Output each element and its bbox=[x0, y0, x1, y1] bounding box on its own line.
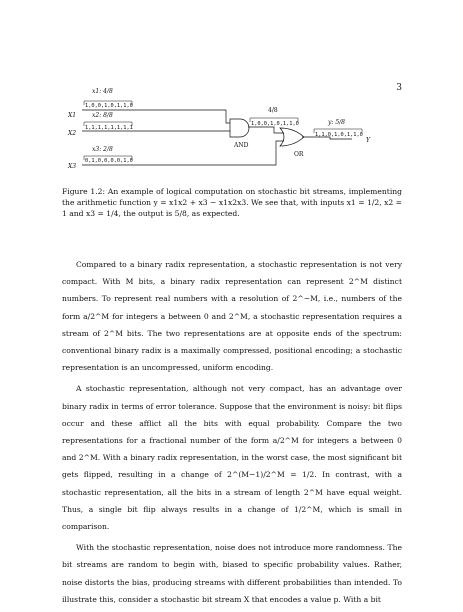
paragraph-1: Compared to a binary radix representation, a stochastic representation is not very compact. With M bits, a binary radix representation can represent 2^M distinct numbers. To represent real numbers with a resolution of 2^−M, i.e., numbers of the form a/2^M for integers a between 0 and 2^M, a stochastic representation requires a stream of 2^M bits. The two representations are at opposite ends of the spectrum: conventional binary radix is a maximally compressed, positional encoding; a stochastic representation is an uncompressed, uniform encoding. bbox=[62, 260, 402, 373]
x2-label: x2: 8/8 bbox=[92, 112, 113, 119]
x3-side-label: X3 bbox=[68, 163, 77, 170]
and-gate-label: AND bbox=[234, 142, 249, 149]
or-out-label: y: 5/8 bbox=[328, 119, 345, 126]
y-side-label: Y bbox=[366, 137, 370, 144]
x1-side-label: X1 bbox=[68, 112, 77, 119]
x1-bits: 1,0,0,1,0,1,1,0 bbox=[85, 103, 133, 109]
logic-figure bbox=[62, 88, 402, 175]
x3-label: x3: 2/8 bbox=[92, 146, 113, 153]
and-out-label: 4/8 bbox=[268, 107, 278, 114]
body-text bbox=[62, 256, 402, 612]
or-gate-label: OR bbox=[294, 151, 304, 158]
x1-label: x1: 4/8 bbox=[92, 88, 113, 95]
or-gate bbox=[280, 128, 304, 146]
or-out-bits: 1,1,0,1,0,1,1,0 bbox=[315, 132, 363, 138]
page-number: 3 bbox=[396, 83, 402, 93]
x3-bits: 0,1,0,0,0,0,1,0 bbox=[85, 158, 133, 164]
and-out-bits: 1,0,0,1,0,1,1,0 bbox=[251, 121, 299, 127]
paragraph-2: A stochastic representation, although not very compact, has an advantage over binary radix in terms of error tolerance. Suppose that the environment is noisy: bit flips occur and these afflict all the bits with equal probability. Compare the two representations for a fractional number of the form a/2^M for integers a between 0 and 2^M. With a binary radix representation, in the worst case, the most significant bit gets flipped, resulting in a change of 2^(M−1)/2^M = 1/2. In contrast, with a stochastic representation, all the bits in a stream of length 2^M have equal weight. Thus, a single bit flip always results in a change of 1/2^M, which is small in comparison. bbox=[62, 384, 402, 532]
wire-and-out bbox=[248, 127, 284, 133]
paragraph-3: With the stochastic representation, noise does not introduce more randomness. The bit streams are random to begin with, biased to specific probability values. Rather, noise distorts the bias, producing streams with different probabilities than intended. To illustrate this, consider a stochastic bit stream X that encodes a value p. With a bit bbox=[62, 543, 402, 604]
figure-caption: Figure 1.2: An example of logical computation on stochastic bit streams, implementing the arithmetic function y = x1x2 + x3 − x1x2x3. We see that, with inputs x1 = 1/2, x2 = 1 and x3 = 1/4, the output is 5/8, as expected. bbox=[62, 187, 402, 218]
and-gate bbox=[230, 119, 249, 137]
x2-bits: 1,1,1,1,1,1,1,1 bbox=[85, 125, 133, 131]
logic-diagram bbox=[62, 88, 402, 175]
x2-side-label: X2 bbox=[68, 130, 77, 137]
